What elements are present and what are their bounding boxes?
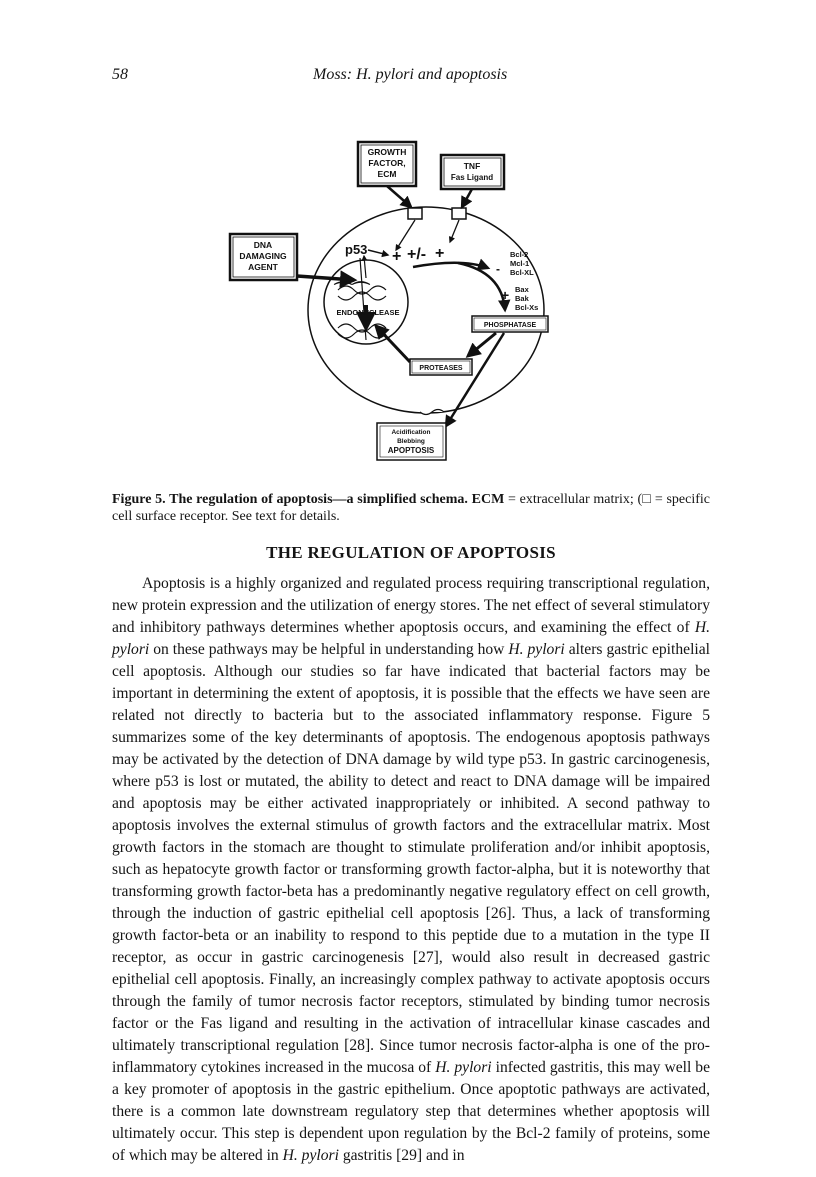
- caption-lead: Figure 5. The regulation of apoptosis—a simplified schema. ECM: [112, 492, 505, 507]
- page-number: 58: [112, 66, 128, 83]
- apoptosis-box: [377, 423, 446, 460]
- plus-minus-sign: +/-: [407, 246, 427, 263]
- caption-rest: = extracellular matrix; (□ = specific cell surface receptor. See text for details.: [112, 492, 711, 524]
- section-heading: THE REGULATION OF APOPTOSIS: [266, 543, 556, 562]
- plus-sign-bax: +: [501, 287, 510, 303]
- pro-apoptotic-1: Bax: [515, 285, 529, 294]
- dna-line2: DAMAGING: [239, 251, 287, 261]
- minus-sign: -: [496, 262, 500, 276]
- dna-line1: DNA: [253, 240, 273, 250]
- body-paragraph: [112, 573, 710, 1167]
- tnf-line2: Fas Ligand: [450, 173, 494, 182]
- anti-apoptotic-1: Bcl-2: [510, 250, 529, 259]
- apoptosis-line3: APOPTOSIS: [387, 446, 435, 455]
- anti-apoptotic-3: Bcl-XL: [510, 268, 534, 277]
- tnf-box: [441, 155, 504, 189]
- growth-factor-line2: FACTOR,: [368, 158, 406, 168]
- phosphatase-box: [472, 316, 548, 332]
- tnf-line1: TNF: [463, 161, 481, 171]
- running-head: Moss: H. pylori and apoptosis: [313, 66, 508, 83]
- body-text-4: infected gastritis, this may well be a key promoter of apoptosis in the gastric epithelium. Once apoptotic pathways are activated, there is a common late downstream regulatory step that determines whether apoptosis will ultimately occur. This step is dependent upon regulation by the Bcl-2 family of proteins, some of which may be altered in: [112, 1059, 711, 1164]
- body-text-3: alters gastric epithelial cell apoptosis. Although our studies so far have indicated that bacterial factors may be important in determining the extent of apoptosis, it is possible that the effects we have seen are related not directly to bacteria but to the associated inflammatory response. Figure 5 summarizes some of the key determinants of apoptosis. The endogenous apoptosis pathways may be activated by the detection of DNA damage by wild type p53. In gastric carcinogenesis, where p53 is lost or mutated, the ability to detect and react to DNA damage will be impaired and apoptosis may be either activated inappropriately or inhibited. A second pathway to apoptosis involves the external stimulus of growth factors and the extracellular matrix. Most growth factors in the stomach are thought to stimulate proliferation and/or inhibit apoptosis, such as hepatocyte growth factor or transforming growth factor-alpha, but it is noteworthy that transforming growth factor-beta has a predominantly negative regulatory effect on cell growth, through the induction of gastric epithelial cell apoptosis [26]. Thus, a lack of transforming growth factor-beta or an inability to respond to this peptide due to a mutation in the type II receptor, as occur in gastric carcinogenesis [27], would also result in decreased gastric epithelial cell apoptosis. Finally, an increasingly complex pathway to activate apoptosis occurs through the family of tumor necrosis factor receptors, stimulated by binding tumor necrosis factor or the Fas ligand and resulting in the activation of intracellular kinase cascades and ultimately transcriptional regulation [28]. Since tumor necrosis factor-alpha is one of the pro-inflammatory cytokines increased in the mucosa of: [112, 641, 710, 1076]
- endonuclease-label: ENDONUCLEASE: [336, 308, 400, 317]
- body-italic-h-pylori-4: H. pylori: [282, 1147, 339, 1164]
- body-italic-h-pylori-3: H. pylori: [435, 1059, 492, 1076]
- dna-damaging-agent-box: [230, 234, 297, 280]
- proteases-label: PROTEASES: [419, 365, 463, 372]
- body-text-5: gastritis [29] and in: [338, 1147, 465, 1164]
- body-text-1: Apoptosis is a highly organized and regulated process requiring transcriptional regulation, new protein expression and the utilization of energy stores. The net effect of several stimulatory and inhibitory pathways determines whether apoptosis occurs, and examining the effect of: [112, 575, 711, 636]
- growth-factor-box: [358, 142, 416, 186]
- dna-line3: AGENT: [248, 262, 278, 272]
- growth-factor-line1: GROWTH: [367, 147, 407, 157]
- body-text-2: on these pathways may be helpful in understanding how: [149, 641, 509, 658]
- receptor-tnf: [452, 208, 466, 219]
- pro-apoptotic-3: Bcl-Xs: [515, 303, 539, 312]
- plus-sign-1: +: [392, 248, 402, 265]
- growth-factor-line3: ECM: [377, 169, 397, 179]
- apoptosis-line2: Blebbing: [397, 438, 425, 445]
- pro-apoptotic-2: Bak: [515, 294, 529, 303]
- figure-caption: [112, 491, 710, 525]
- receptor-growth-factor: [408, 208, 422, 219]
- apoptosis-schema-figure: [200, 130, 620, 475]
- proteases-box: [410, 359, 472, 375]
- apoptosis-line1: Acidification: [391, 429, 431, 436]
- phosphatase-label: PHOSPHATASE: [483, 322, 537, 329]
- dna-strands-top: ⌒⌒: [334, 281, 370, 301]
- p53-label: p53: [345, 242, 368, 257]
- body-italic-h-pylori-1: H. pylori: [112, 619, 710, 658]
- anti-apoptotic-2: Mcl-1: [510, 259, 530, 268]
- plus-sign-2: +: [435, 245, 445, 262]
- body-italic-h-pylori-2: H. pylori: [508, 641, 565, 658]
